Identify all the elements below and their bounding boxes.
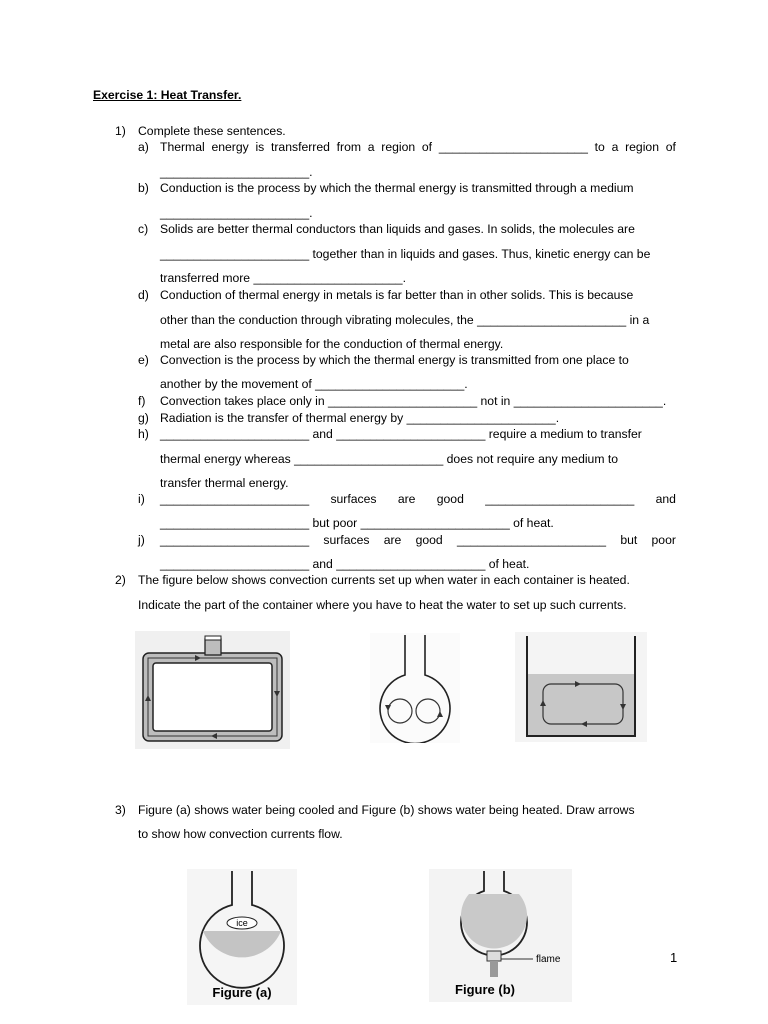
word: is <box>255 140 265 154</box>
word: are <box>383 533 402 547</box>
word: of <box>421 140 433 154</box>
word: poor <box>651 533 676 547</box>
q2-line1: The figure below shows convection currents set up when water in each container is heated. <box>138 573 630 587</box>
q2-line2: Indicate the part of the container where you have to heat the water to set up such currents. <box>138 598 627 612</box>
q1c-line1: Solids are better thermal conductors than liquids and gases. In solids, the molecules are <box>160 222 635 236</box>
q1c-label: c) <box>138 222 149 236</box>
q1h-label: h) <box>138 427 149 441</box>
exercise-title: Exercise 1: Heat Transfer. <box>93 88 242 102</box>
word: a <box>611 140 619 154</box>
beaker-diagram <box>515 632 647 742</box>
loop-tube-diagram <box>135 631 290 749</box>
ice-label: ice <box>236 918 248 928</box>
word: from <box>336 140 362 154</box>
q3-line1: Figure (a) shows water being cooled and Figure (b) shows water being heated. Draw arrows <box>138 803 635 817</box>
q1j-line2: ______________________ and ______________________ of heat. <box>160 557 530 571</box>
q1b-label: b) <box>138 181 149 195</box>
q1j-label: j) <box>138 533 145 547</box>
q1e-line1: Convection is the process by which the thermal energy is transmitted from one place to <box>160 353 629 367</box>
blank: ______________________ <box>456 533 607 547</box>
q1c-line3: transferred more ______________________. <box>160 271 406 285</box>
q1g-line1: Radiation is the transfer of thermal energy by ______________________. <box>160 411 560 425</box>
word: a <box>367 140 375 154</box>
q1d-line3: metal are also responsible for the conduction of thermal energy. <box>160 337 504 351</box>
word: to <box>594 140 605 154</box>
q1e-label: e) <box>138 353 149 367</box>
word: good <box>436 492 464 506</box>
q1g-label: g) <box>138 411 149 425</box>
word: good <box>415 533 443 547</box>
blank: ______________________ <box>438 140 588 154</box>
word: Thermal <box>160 140 205 154</box>
page-number: 1 <box>670 950 678 965</box>
flame-label: flame <box>536 954 561 965</box>
word: but <box>620 533 638 547</box>
q1c-line2: ______________________ together than in liquids and gases. Thus, kinetic energy can be <box>160 247 651 261</box>
word: region <box>625 140 659 154</box>
word: surfaces <box>323 533 370 547</box>
q1b-line2: ______________________. <box>160 206 313 220</box>
q1f-line1: Convection takes place only in ______________________ not in ______________________. <box>160 394 667 408</box>
word: region <box>381 140 416 154</box>
q1i-line2: ______________________ but poor ______________________ of heat. <box>160 516 554 530</box>
q1j-line1 <box>160 533 676 547</box>
blank: ______________________ <box>160 492 310 506</box>
word: of <box>665 140 676 154</box>
q1a-line2: ______________________. <box>160 165 313 179</box>
q1d-line1: Conduction of thermal energy in metals is far better than in other solids. This is because <box>160 288 634 302</box>
q1a-label: a) <box>138 140 149 154</box>
q1h-line3: transfer thermal energy. <box>160 476 289 490</box>
q3-number: 3) <box>115 803 126 817</box>
round-flask-diagram <box>370 633 460 743</box>
word: transferred <box>270 140 330 154</box>
word: and <box>655 492 676 506</box>
q2-number: 2) <box>115 573 126 587</box>
word: energy <box>211 140 249 154</box>
blank: ______________________ <box>485 492 635 506</box>
q1a-line1 <box>160 140 676 154</box>
figure-b-flask <box>429 869 572 1002</box>
figure-a-flask <box>187 869 297 1005</box>
word: surfaces <box>330 492 377 506</box>
figure-b-caption: Figure (b) <box>455 982 515 997</box>
q1d-label: d) <box>138 288 149 302</box>
word: are <box>397 492 416 506</box>
q1f-label: f) <box>138 394 146 408</box>
q1h-line1: ______________________ and ______________________ require a medium to transfer <box>160 427 642 441</box>
q1b-line1: Conduction is the process by which the thermal energy is transmitted through a medium <box>160 181 634 195</box>
q1i-label: i) <box>138 492 145 506</box>
q1-number: 1) <box>115 124 126 138</box>
q1d-line2: other than the conduction through vibrating molecules, the ______________________ in a <box>160 313 650 327</box>
q3-line2: to show how convection currents flow. <box>138 827 343 841</box>
q1e-line2: another by the movement of ______________________. <box>160 377 468 391</box>
q1-instruction: Complete these sentences. <box>138 124 286 138</box>
q1h-line2: thermal energy whereas ______________________ does not require any medium to <box>160 452 619 466</box>
q1i-line1 <box>160 492 676 506</box>
blank: ______________________ <box>160 533 310 547</box>
figure-a-caption: Figure (a) <box>212 985 272 1000</box>
